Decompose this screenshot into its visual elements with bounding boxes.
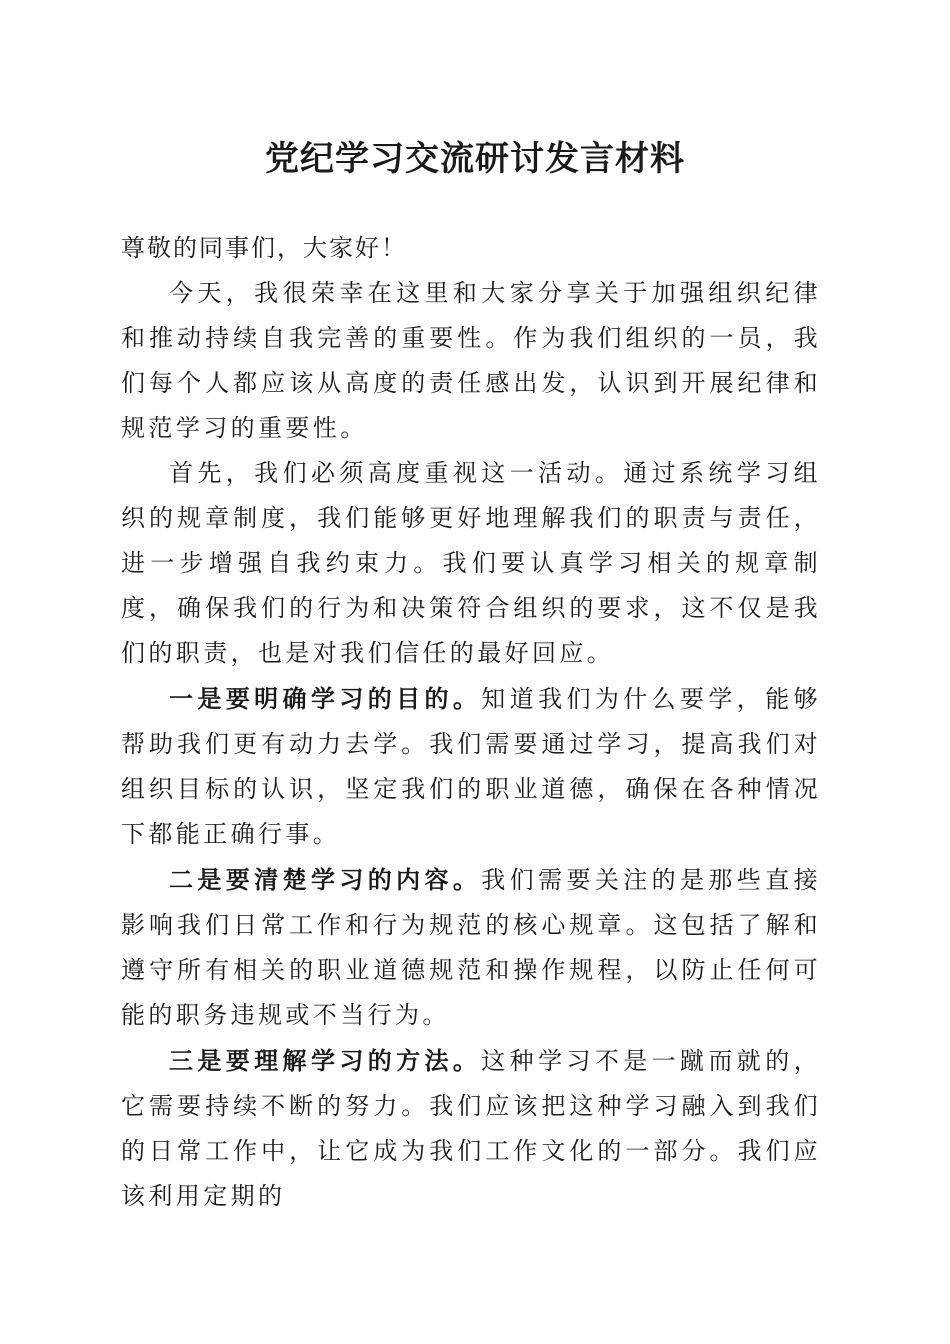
paragraph-intro — [121, 271, 821, 451]
paragraph-text: 今天，我很荣幸在这里和大家分享关于加强组织纪律和推动持续自我完善的重要性。作为我们组织的一员，我们每个人都应该从高度的责任感出发，认识到开展纪律和规范学习的重要性。 — [121, 279, 821, 442]
paragraph-lead: 二是要清楚学习的内容。 — [169, 865, 482, 894]
document-title: 党纪学习交流研讨发言材料 — [265, 139, 685, 179]
paragraph-lead: 一是要明确学习的目的。 — [169, 684, 482, 713]
paragraph-text: 首先，我们必须高度重视这一活动。通过系统学习组织的规章制度，我们能够更好地理解我们的职责与责任，进一步增强自我约束力。我们要认真学习相关的规章制度，确保我们的行为和决策符合组织的要求，这不仅是我们的职责，也是对我们信任的最好回应。 — [121, 459, 821, 667]
paragraph-point-three — [121, 1038, 821, 1219]
paragraph-text: 我们需要关注的是那些直接影响我们日常工作和行为规范的核心规章。这包括了解和遵守所有相关的职业道德规范和操作规程，以防止任何可能的职务违规或不当行为。 — [121, 866, 821, 1029]
paragraph-point-one — [121, 676, 821, 857]
paragraph-first — [121, 451, 821, 676]
paragraph-point-two — [121, 857, 821, 1038]
paragraph-lead: 三是要理解学习的方法。 — [169, 1046, 482, 1075]
paragraph-text: 这种学习不是一蹴而就的，它需要持续不断的努力。我们应该把这种学习融入到我们的日常工作中，让它成为我们工作文化的一部分。我们应该利用定期的 — [121, 1047, 821, 1210]
paragraph-text: 知道我们为什么要学，能够帮助我们更有动力去学。我们需要通过学习，提高我们对组织目标的认识，坚定我们的职业道德，确保在各种情况下都能正确行事。 — [121, 685, 821, 848]
greeting: 尊敬的同事们，大家好！ — [121, 234, 407, 262]
document-body — [121, 226, 821, 1219]
